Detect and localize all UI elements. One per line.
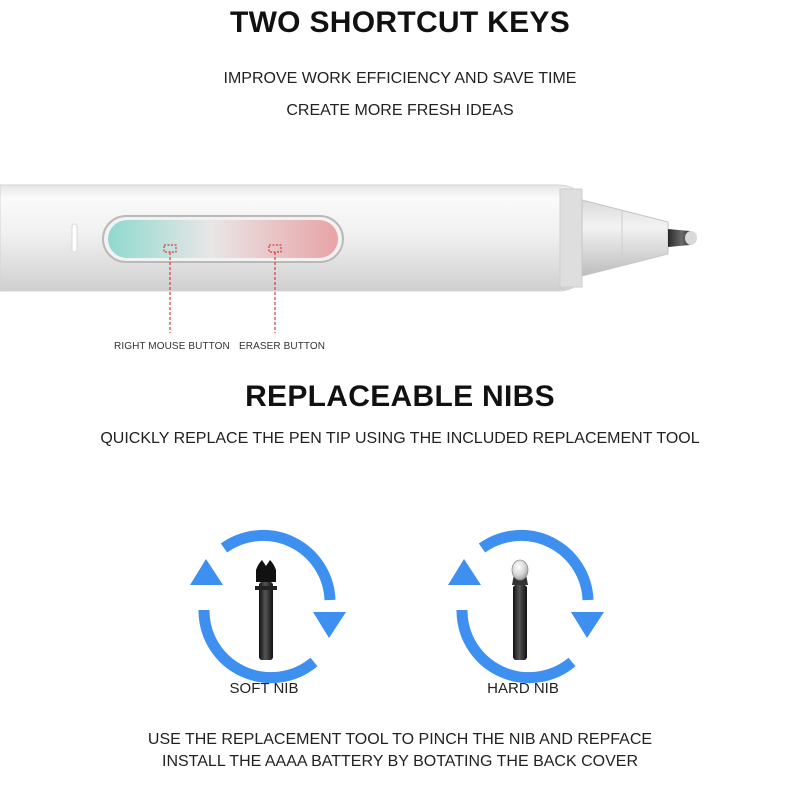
pen-cone [582,200,668,276]
soft-nib-label: SOFT NIB [229,680,299,697]
section-title-shortcut-keys: TWO SHORTCUT KEYS [229,6,571,39]
section-title-replaceable-nibs: REPLACEABLE NIBS [245,380,555,413]
eraser-button-label: ERASER BUTTON [239,341,326,352]
rotate-arrows-icon [204,535,330,677]
hard-nib-label: HARD NIB [487,680,559,697]
indicator-light [72,224,77,252]
shortcut-button [108,220,338,258]
subtitle-line-1: IMPROVE WORK EFFICIENCY AND SAVE TIME [223,70,577,87]
soft-nib-icon [190,535,346,677]
subtitle-line-2: CREATE MORE FRESH IDEAS [286,102,514,119]
footer-line-2: INSTALL THE AAAA BATTERY BY BOTATING THE BACK COVER [162,753,638,770]
stylus-pen-illustration [0,0,800,380]
section-subtitle-nibs: QUICKLY REPLACE THE PEN TIP USING THE INCLUDED REPLACEMENT TOOL [100,430,700,447]
rotate-arrows-icon [462,535,588,677]
hard-nib-icon [448,535,604,677]
footer-line-1: USE THE REPLACEMENT TOOL TO PINCH THE NIB AND REPFACE [147,731,653,748]
right-mouse-button-label: RIGHT MOUSE BUTTON [114,341,230,352]
